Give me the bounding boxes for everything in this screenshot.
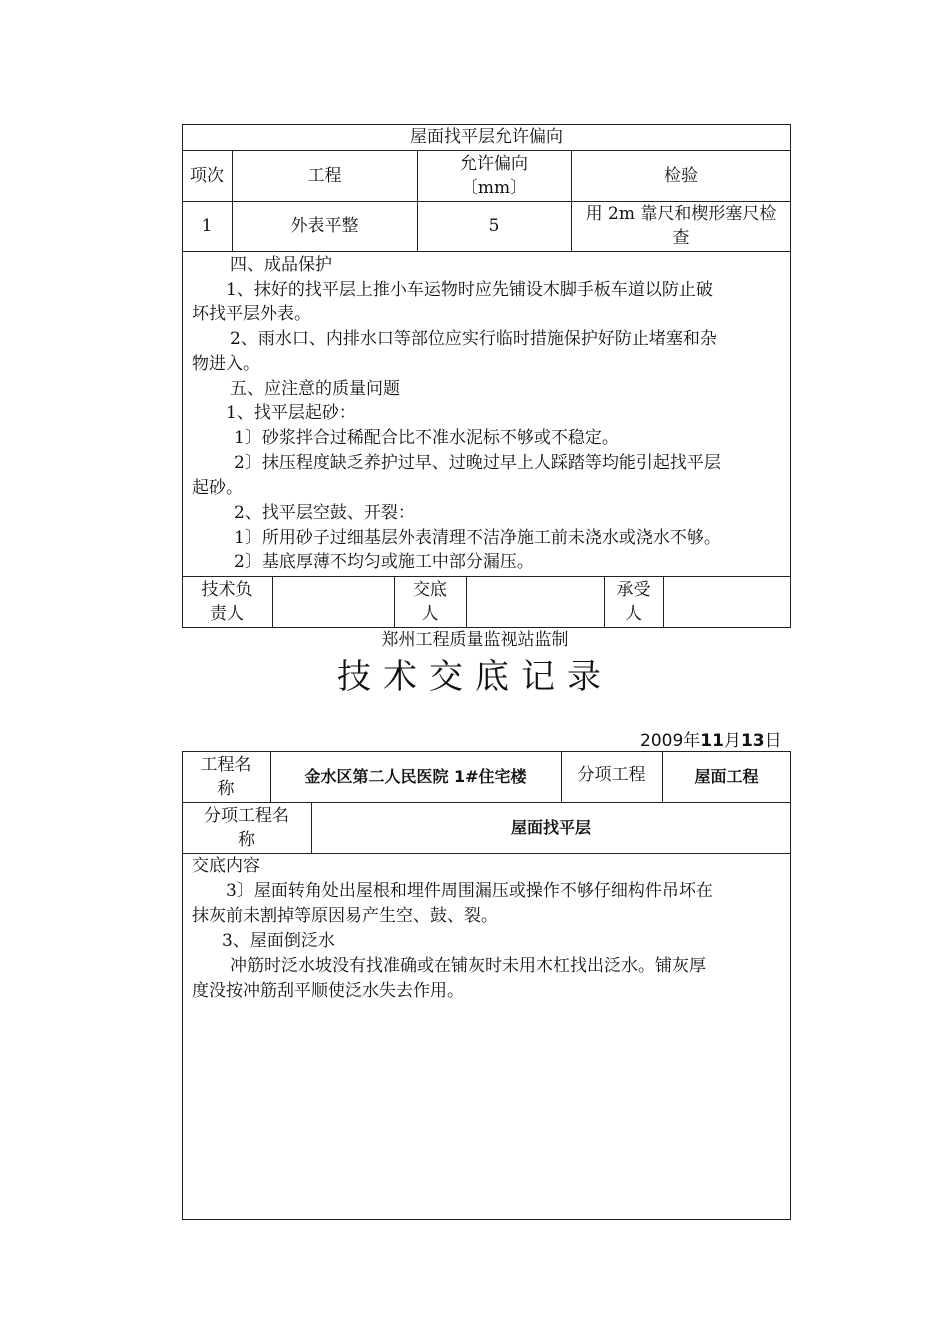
page-title: 技术交底记录 bbox=[337, 657, 613, 697]
item-name-label bbox=[182, 802, 311, 853]
footer-supervisor: 郑州工程质量监视站监制 bbox=[381, 630, 569, 650]
row-tolerance: 5 bbox=[488, 216, 500, 236]
header-method: 检验 bbox=[664, 165, 698, 186]
project-name-value: 金水区第二人民医院 1#住宅楼 bbox=[304, 766, 527, 786]
sign-tech-line1: 技术负 bbox=[201, 580, 253, 600]
body-line-3: 坏找平层外表。 bbox=[192, 304, 311, 324]
header-tolerance-line2: 〔mm〕 bbox=[460, 177, 528, 198]
rule-sign-top bbox=[182, 576, 791, 577]
content-line-3: 3、屋面倒泛水 bbox=[222, 931, 335, 951]
sign-handover-label bbox=[394, 576, 466, 628]
date-day-unit: 日 bbox=[764, 731, 782, 751]
header-item: 工程 bbox=[307, 165, 342, 186]
item-name-value: 屋面找平层 bbox=[510, 817, 591, 837]
body-line-8: 1〕砂浆拌合过稀配合比不准水泥标不够或不稳定。 bbox=[234, 428, 619, 448]
table-title: 屋面找平层允许偏向 bbox=[410, 127, 563, 147]
body-line-5: 物进入。 bbox=[192, 354, 260, 374]
sign-handover-line2: 人 bbox=[421, 604, 439, 624]
content-line-4: 冲筋时泛水坡没有找准确或在铺灰时未用木杠找出泛水。铺灰厚 bbox=[230, 956, 706, 976]
body-line-10: 起砂。 bbox=[192, 478, 243, 498]
body-line-12: 1〕所用砂子过细基层外表清理不洁净施工前未浇水或浇水不够。 bbox=[234, 528, 721, 548]
rule-sign-3 bbox=[466, 576, 467, 628]
project-name-label-line1: 工程名 bbox=[200, 754, 252, 775]
project-name-label-line2: 称 bbox=[217, 778, 235, 799]
body-line-11: 2、找平层空鼓、开裂： bbox=[234, 503, 415, 523]
body-line-7: 1、找平层起砂： bbox=[226, 403, 356, 423]
date-month: 11 bbox=[700, 731, 724, 751]
sub-project-label: 分项工程 bbox=[577, 765, 646, 785]
content-line-2: 抹灰前未割掉等原因易产生空、鼓、裂。 bbox=[192, 906, 498, 926]
body-line-1: 四、成品保护 bbox=[230, 255, 332, 275]
sign-receiver-line1: 承受 bbox=[616, 580, 651, 600]
row-method-line2: 查 bbox=[672, 228, 690, 248]
header-tolerance bbox=[417, 150, 571, 201]
date-year-unit: 年 bbox=[683, 731, 701, 751]
rule-sign-1 bbox=[272, 576, 273, 628]
sign-handover-line1: 交底 bbox=[413, 580, 447, 600]
date-day: 13 bbox=[740, 731, 765, 751]
body-line-9: 2〕抹压程度缺乏养护过早、过晚过早上人踩踏等均能引起找平层 bbox=[234, 453, 721, 473]
sign-receiver-label bbox=[604, 576, 663, 628]
rule-rec-2 bbox=[182, 853, 791, 854]
date-year: 2009 bbox=[640, 731, 684, 751]
sign-receiver-line2: 人 bbox=[625, 604, 642, 624]
item-name-label-line2: 称 bbox=[238, 829, 255, 850]
rule-row-bottom bbox=[182, 251, 791, 252]
row-method bbox=[571, 201, 791, 251]
item-name-label-line1: 分项工程名 bbox=[204, 805, 289, 826]
body-line-6: 五、应注意的质量问题 bbox=[230, 379, 400, 399]
header-no: 项次 bbox=[190, 165, 224, 186]
sub-project-value: 屋面工程 bbox=[694, 766, 759, 786]
content-label: 交底内容 bbox=[192, 856, 260, 876]
content-line-5: 度没按冲筋刮平顺使泛水失去作用。 bbox=[192, 981, 464, 1001]
project-name-label bbox=[182, 751, 270, 802]
sign-tech-label bbox=[182, 576, 272, 628]
body-line-13: 2〕基底厚薄不均匀或施工中部分漏压。 bbox=[234, 552, 534, 572]
date-month-unit: 月 bbox=[723, 731, 741, 751]
body-line-2: 1、抹好的找平层上推小车运物时应先铺设木脚手板车道以防止破 bbox=[226, 280, 713, 300]
rule-sign-5 bbox=[663, 576, 664, 628]
row-method-line1: 用 2m 靠尺和楔形塞尺检 bbox=[585, 204, 777, 224]
header-tolerance-line1: 允许偏向 bbox=[460, 153, 528, 174]
sign-tech-line2: 责人 bbox=[210, 604, 244, 624]
content-line-1: 3〕屋面转角处出屋根和埋件周围漏压或操作不够仔细构件吊坏在 bbox=[226, 881, 713, 901]
row-no: 1 bbox=[201, 216, 213, 236]
body-line-4: 2、雨水口、内排水口等部位应实行临时措施保护好防止堵塞和杂 bbox=[230, 329, 717, 349]
row-item: 外表平整 bbox=[290, 216, 359, 236]
